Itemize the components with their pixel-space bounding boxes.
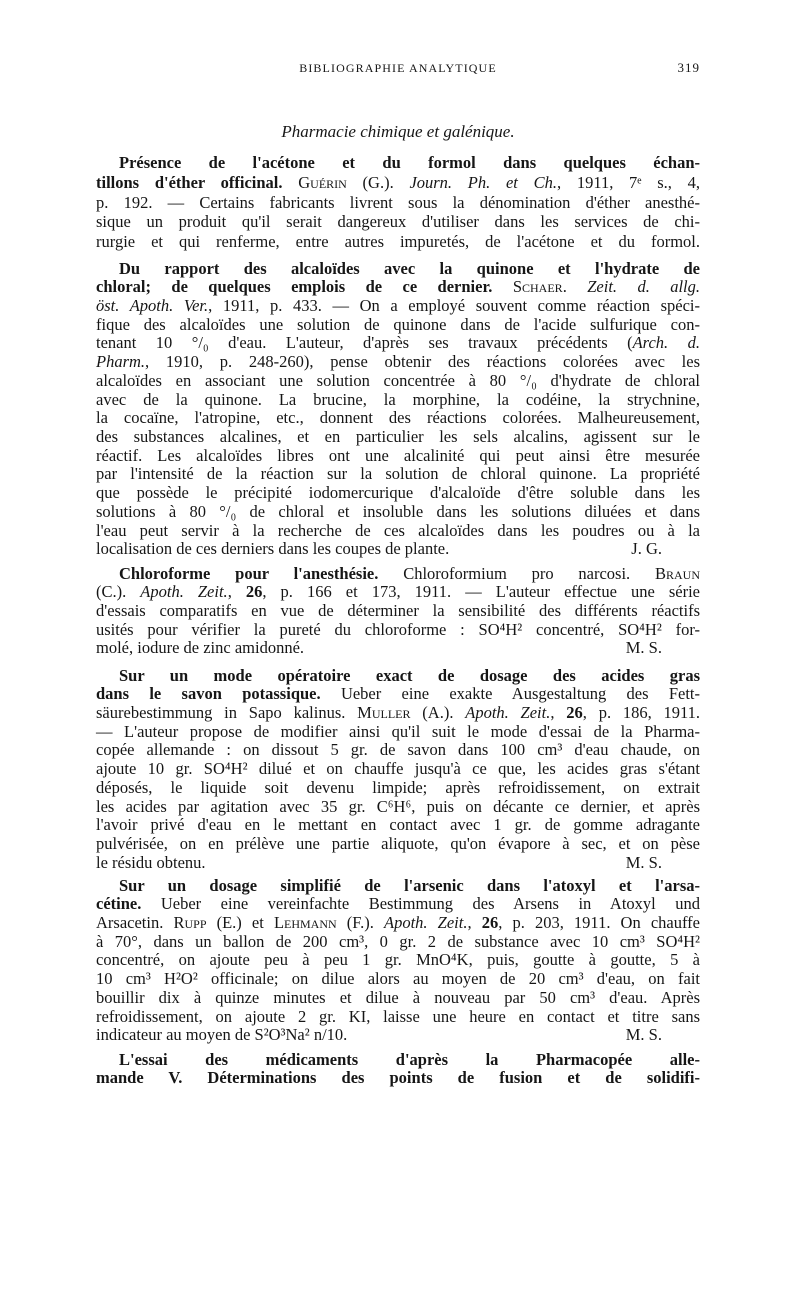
entry-text-line — [96, 1069, 700, 1088]
bold-run: Présence de l'acétone et du formol dans quelques échan- — [119, 153, 700, 173]
text-run: fique des alcaloïdes une solution de quinone dans de l'acide sulfurique con- — [96, 314, 700, 334]
entry-text-line — [96, 522, 700, 541]
entry-text-line — [96, 989, 700, 1008]
bibliography-entry — [96, 667, 700, 873]
bibliography-entry — [96, 877, 700, 1045]
text-run: , p. 166 et 173, 1911. — L'auteur effectue une série — [262, 582, 700, 602]
text-run: tenant 10 °/₀ d'eau. L'auteur, d'après ses travaux précédents ( — [96, 333, 633, 353]
text-run: molé, iodure de zinc amidonné. — [96, 638, 305, 658]
bibliography-entry — [96, 260, 700, 560]
entry-text-line — [96, 835, 700, 854]
reviewer-initials: J. G. — [631, 539, 662, 559]
text-run: copée allemande : on dissout 5 gr. de savon dans 100 cm³ d'eau chaude, on — [96, 740, 700, 760]
text-run: indicateur au moyen de S²O³Na² n/10. — [96, 1025, 348, 1045]
text-run: , 1911, 7ᵉ s., 4, — [556, 172, 701, 192]
entry-text-line — [96, 173, 700, 193]
text-run: usités pour vérifier la pureté du chloroforme : SO⁴H² concentré, SO⁴H² for- — [96, 619, 700, 639]
entry-closing-text — [96, 540, 449, 559]
text-run: refroidissement, on ajoute 2 gr. KI, laisse une heure en contact et titre sans — [96, 1006, 700, 1026]
text-run — [492, 277, 512, 296]
text-run: à 70°, dans un ballon de 200 cm³, 0 gr. 2 de substance avec 10 cm³ SO⁴H² — [96, 931, 700, 951]
text-run: des substances alcalines, et en particulier les sels alcalins, agissent sur le — [96, 427, 700, 447]
text-run: le résidu obtenu. — [96, 852, 206, 872]
entry-text-line — [96, 540, 700, 559]
text-run: d'essais comparatifs en vue de déterminer la sensibilité des différents réactifs — [96, 601, 700, 621]
text-run: l'avoir privé d'eau en le mettant en contact avec 1 gr. de gomme adragante — [96, 815, 700, 835]
entry-text-line — [96, 854, 700, 873]
text-run: pulvérisée, on en prélève une partie aliquote, qu'on évapore à sec, et on pèse — [96, 834, 700, 854]
text-run: , — [227, 582, 246, 602]
entry-text-line — [96, 484, 700, 503]
text-run: avec de la quinone. La brucine, la morphine, la codéine, la strychnine, — [96, 389, 700, 409]
entry-text-line — [96, 447, 700, 466]
entry-heading-line — [96, 260, 700, 279]
bold-run: Chloroforme pour l'anesthésie. — [119, 563, 379, 583]
text-run: alcaloïdes en associant une solution concentrée à 80 °/₀ d'hydrate de chloral — [96, 370, 700, 390]
entry-text-line — [96, 391, 700, 410]
text-run: localisation de ces derniers dans les coupes de plante. — [96, 539, 450, 559]
entry-closing-text — [96, 1026, 347, 1045]
text-run: p. 192. — Certains fabricants livrent sous la dénomination d'éther anesthé- — [96, 192, 700, 212]
text-run: , 1910, p. 248-260), pense obtenir des réactions colorées avec les — [145, 352, 700, 372]
text-run: Arsacetin. — [96, 913, 174, 932]
text-run: säurebestimmung in Sapo kalinus. — [96, 703, 358, 722]
entry-closing-text — [96, 854, 206, 873]
small-caps-run: Schaer — [512, 277, 563, 297]
entry-text-line — [96, 741, 700, 760]
text-run: — L'auteur propose de modifier ainsi qu'il suit le mode d'essai de la Pharma- — [96, 721, 700, 741]
entry-text-line — [96, 372, 700, 391]
entry-text-line — [96, 760, 700, 779]
text-run: , — [550, 703, 567, 722]
text-run: Ueber eine vereinfachte Bestimmung des Arsens in Atoxyl und — [141, 894, 700, 914]
entry-text-line — [96, 639, 700, 658]
entry-heading-line — [96, 153, 700, 173]
bibliography-entry — [96, 565, 700, 659]
italic-run: Apoth. Zeit. — [384, 913, 468, 932]
text-run: que possède le précipité iodomercurique d'alcaloïde d'être soluble dans les — [96, 483, 700, 503]
reviewer-initials: M. S. — [625, 1025, 662, 1045]
italic-run: Pharm. — [96, 352, 146, 372]
entry-text-line — [96, 816, 700, 835]
entry-text-line — [96, 297, 700, 316]
entry-heading-line — [96, 1051, 700, 1070]
italic-run: Apoth. Zeit. — [140, 582, 228, 602]
entry-text-line — [96, 334, 700, 353]
text-run: bouillir dix à quinze minutes et dilue à nouveau par 50 cm³ d'eau. Après — [96, 987, 700, 1007]
entry-text-line — [96, 278, 700, 297]
text-run: la cocaïne, l'atropine, etc., donnent des réactions colorées. Malheureusement, — [96, 408, 700, 428]
text-run: solutions à 80 °/₀ de chloral et insoluble dans les solutions diluées et dans — [96, 501, 700, 521]
text-run: , — [467, 913, 482, 932]
italic-run: Journ. Ph. et Ch. — [409, 172, 557, 192]
text-run: l'eau peut servir à la recherche de ces alcaloïdes dans les poudres ou à la — [96, 520, 700, 540]
bold-run: Sur un mode opératoire exact de dosage des acides gras — [119, 665, 700, 685]
running-head — [96, 59, 700, 77]
italic-run: öst. Apoth. Ver. — [96, 296, 209, 316]
italic-run: Arch. d. — [632, 333, 700, 353]
text-run — [283, 173, 299, 192]
small-caps-run: Muller — [357, 703, 411, 722]
text-run: Ueber eine exakte Ausgestaltung des Fett- — [320, 684, 700, 704]
entry-text-line — [96, 232, 700, 252]
entry-text-line — [96, 970, 700, 989]
entry-text-line — [96, 193, 700, 213]
entry-text-line — [96, 1026, 700, 1045]
bold-run: 26 — [566, 703, 583, 722]
bold-run: 26 — [481, 913, 499, 932]
entry-text-line — [96, 212, 700, 232]
entry-heading-line — [96, 667, 700, 686]
text-run: les acides par agitation avec 35 gr. C⁶H⁶, puis on décante ce dernier, et après — [96, 796, 700, 816]
text-run: (A.). — [410, 703, 466, 722]
entry-text-line — [96, 409, 700, 428]
text-run: , p. 203, 1911. On chauffe — [498, 913, 700, 932]
running-title: BIBLIOGRAPHIE ANALYTIQUE — [299, 61, 497, 75]
bibliography-entry — [96, 1051, 700, 1088]
text-run: , p. 186, 1911. — [582, 703, 701, 722]
bold-run: cétine. — [96, 894, 142, 914]
entry-text-line — [96, 1008, 700, 1027]
bold-run: 26 — [245, 582, 263, 602]
text-run: (C.). — [96, 582, 141, 602]
page-number: 319 — [677, 60, 700, 75]
entry-text-line — [96, 723, 700, 742]
entry-text-line — [96, 704, 700, 723]
text-run: . — [562, 277, 588, 297]
entry-text-line — [96, 465, 700, 484]
text-run: (E.) et — [206, 913, 274, 932]
bold-run: dans le savon potassique. — [96, 684, 321, 704]
entry-text-line — [96, 914, 700, 933]
reviewer-initials: M. S. — [625, 638, 662, 658]
entry-text-line — [96, 933, 700, 952]
small-caps-run: Rupp — [173, 913, 207, 932]
small-caps-run: Braun — [654, 563, 700, 583]
text-run: , 1911, p. 433. — On a employé souvent comme réaction spéci- — [208, 296, 700, 316]
entry-text-line — [96, 316, 700, 335]
section-title: Pharmacie chimique et galénique. — [281, 122, 515, 141]
text-run: ajoute 10 gr. SO⁴H² dilué et on chauffe jusqu'à ce que, les acides gras s'étant — [96, 759, 700, 779]
bold-run: chloral; de quelques emplois de ce dernier. — [96, 277, 493, 297]
entry-text-line — [96, 798, 700, 817]
small-caps-run: Guérin — [298, 172, 347, 192]
entry-text-line — [96, 353, 700, 372]
entry-text-line — [96, 503, 700, 522]
text-run: déposés, le liquide soit devenu limpide; après refroidissement, on extrait — [96, 777, 700, 797]
text-run: 10 cm³ H²O² officinale; on dilue alors au moyen de 20 cm³ d'eau, on fait — [96, 969, 700, 989]
bold-run: Du rapport des alcaloïdes avec la quinone et l'hydrate de — [119, 258, 700, 278]
text-run: réactif. Les alcaloïdes libres ont une alcalinité qui peut ainsi être mesurée — [96, 445, 700, 465]
entry-text-line — [96, 779, 700, 798]
entry-text-line — [96, 602, 700, 621]
text-run: sique un produit qu'il serait dangereux d'utiliser dans les services de chi- — [96, 212, 700, 232]
reviewer-initials: M. S. — [625, 852, 662, 872]
entry-heading-line — [96, 565, 700, 584]
entry-text-line — [96, 895, 700, 914]
entry-text-line — [96, 621, 700, 640]
bold-run: tillons d'éther officinal. — [96, 172, 283, 192]
text-run: (G.). — [346, 172, 410, 192]
text-run: (F.). — [336, 913, 385, 932]
entry-heading-line — [96, 877, 700, 896]
entry-text-line — [96, 583, 700, 602]
entry-text-line — [96, 685, 700, 704]
bold-run: mande V. Déterminations des points de fusion et de solidifi- — [96, 1068, 700, 1088]
text-run: par l'intensité de la réaction sur la solution de chloral quinone. La propriété — [96, 464, 700, 484]
italic-run: Zeit. d. allg. — [587, 277, 701, 297]
bibliography-entry — [96, 153, 700, 252]
bold-run: L'essai des médicaments d'après la Pharmacopée alle- — [119, 1049, 700, 1069]
small-caps-run: Lehmann — [273, 913, 337, 932]
entry-text-line — [96, 428, 700, 447]
text-run: Chloroformium pro narcosi. — [378, 563, 655, 583]
text-run: concentré, on ajoute peu à peu 1 gr. MnO⁴K, puis, goutte à goutte, 5 à — [96, 950, 700, 970]
bold-run: Sur un dosage simplifié de l'arsenic dans l'atoxyl et l'arsa- — [119, 875, 700, 895]
text-run: rurgie et qui renferme, entre autres impuretés, de l'acétone et du formol. — [96, 232, 700, 252]
entry-closing-text — [96, 639, 304, 658]
bibliography-entries — [96, 153, 700, 1088]
entry-text-line — [96, 951, 700, 970]
italic-run: Apoth. Zeit. — [465, 703, 551, 722]
